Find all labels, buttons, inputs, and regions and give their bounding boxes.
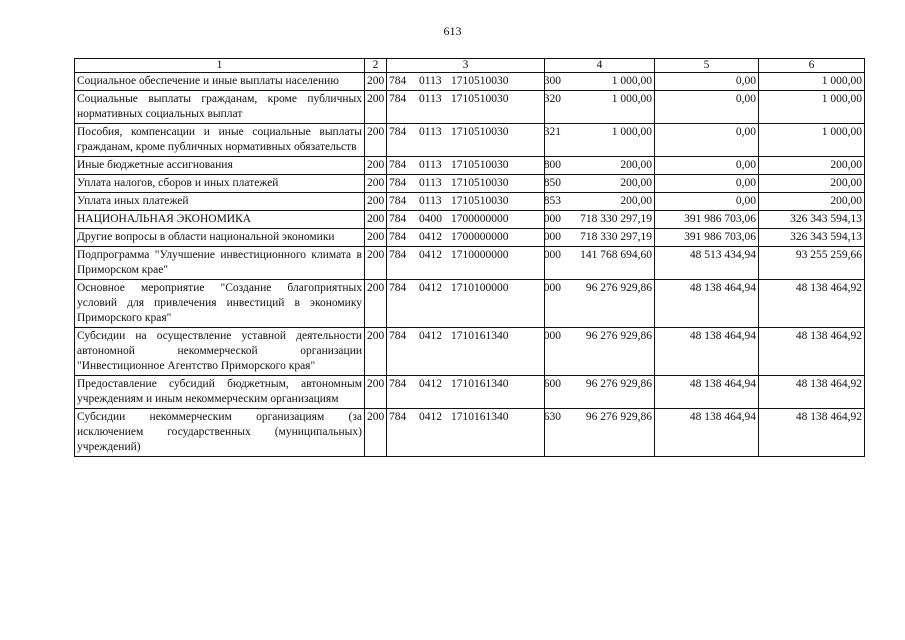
row-col6: 1 000,00 xyxy=(759,91,865,124)
table-body xyxy=(75,73,865,457)
row-code xyxy=(387,211,561,229)
code-target-article: 1710510030 xyxy=(451,177,509,189)
row-col6: 48 138 464,92 xyxy=(759,328,865,376)
table-row xyxy=(75,73,865,91)
row-col5: 0,00 xyxy=(655,91,759,124)
code-section: 0113 xyxy=(419,195,442,207)
row-col6: 48 138 464,92 xyxy=(759,280,865,328)
row-col5: 0,00 xyxy=(655,175,759,193)
code-target-article: 1710510030 xyxy=(451,126,509,138)
row-col4: 1 000,00 xyxy=(545,91,655,124)
code-expense-type: 000 xyxy=(543,213,561,225)
row-name: Подпрограмма "Улучшение инвестиционного климата в Приморском крае" xyxy=(75,247,365,280)
header-cell: 4 xyxy=(545,59,655,73)
table-row xyxy=(75,124,865,157)
table-row xyxy=(75,157,865,175)
code-section: 0412 xyxy=(419,411,442,423)
code-expense-type: 850 xyxy=(543,177,561,189)
code-admin: 784 xyxy=(389,75,407,87)
row-col5: 48 138 464,94 xyxy=(655,376,759,409)
code-expense-type: 320 xyxy=(543,93,561,105)
table-row xyxy=(75,280,865,328)
row-name: Иные бюджетные ассигнования xyxy=(75,157,365,175)
row-code xyxy=(387,280,561,328)
row-name: Пособия, компенсации и иные социальные выплаты гражданам, кроме публичных нормативных обязательств xyxy=(75,124,365,157)
row-col6: 200,00 xyxy=(759,175,865,193)
code-expense-type: 300 xyxy=(543,75,561,87)
table-row xyxy=(75,328,865,376)
code-expense-type: 321 xyxy=(543,126,561,138)
code-target-article: 1700000000 xyxy=(451,213,509,225)
row-name: Предоставление субсидий бюджетным, автономным учреждениям и иным некоммерческим организациям xyxy=(75,376,365,409)
code-admin: 784 xyxy=(389,195,407,207)
row-col5: 48 138 464,94 xyxy=(655,280,759,328)
row-col4: 200,00 xyxy=(545,157,655,175)
code-admin: 784 xyxy=(389,159,407,171)
row-col5: 0,00 xyxy=(655,124,759,157)
code-target-article: 1710510030 xyxy=(451,75,509,87)
row-grbs: 200 xyxy=(365,376,387,409)
row-code xyxy=(387,376,561,409)
header-cell: 1 xyxy=(75,59,365,73)
code-expense-type: 000 xyxy=(543,249,561,261)
code-admin: 784 xyxy=(389,378,407,390)
header-cell: 5 xyxy=(655,59,759,73)
row-col4: 1 000,00 xyxy=(545,124,655,157)
row-grbs: 200 xyxy=(365,328,387,376)
code-admin: 784 xyxy=(389,177,407,189)
code-admin: 784 xyxy=(389,231,407,243)
table-row xyxy=(75,91,865,124)
row-grbs: 200 xyxy=(365,229,387,247)
code-section: 0113 xyxy=(419,159,442,171)
row-name: Социальные выплаты гражданам, кроме публичных нормативных социальных выплат xyxy=(75,91,365,124)
table-row xyxy=(75,229,865,247)
row-col4: 96 276 929,86 xyxy=(545,328,655,376)
code-admin: 784 xyxy=(389,282,407,294)
code-admin: 784 xyxy=(389,330,407,342)
row-col6: 326 343 594,13 xyxy=(759,211,865,229)
row-code xyxy=(387,247,561,280)
row-col5: 391 986 703,06 xyxy=(655,211,759,229)
row-grbs: 200 xyxy=(365,91,387,124)
code-admin: 784 xyxy=(389,93,407,105)
code-section: 0412 xyxy=(419,378,442,390)
row-name: Уплата иных платежей xyxy=(75,193,365,211)
table-row xyxy=(75,247,865,280)
row-grbs: 200 xyxy=(365,157,387,175)
code-section: 0412 xyxy=(419,249,442,261)
row-col4: 718 330 297,19 xyxy=(545,211,655,229)
code-admin: 784 xyxy=(389,213,407,225)
code-section: 0113 xyxy=(419,126,442,138)
code-expense-type: 000 xyxy=(543,231,561,243)
budget-table xyxy=(74,58,865,457)
code-section: 0400 xyxy=(419,213,442,225)
row-grbs: 200 xyxy=(365,211,387,229)
page-number: 613 xyxy=(443,24,462,38)
row-grbs: 200 xyxy=(365,280,387,328)
row-code xyxy=(387,91,561,124)
row-col5: 0,00 xyxy=(655,157,759,175)
code-expense-type: 000 xyxy=(543,282,561,294)
row-grbs: 200 xyxy=(365,73,387,91)
code-target-article: 1710510030 xyxy=(451,195,509,207)
table-row xyxy=(75,175,865,193)
row-code xyxy=(387,229,561,247)
row-col4: 718 330 297,19 xyxy=(545,229,655,247)
code-target-article: 1710161340 xyxy=(451,330,509,342)
code-admin: 784 xyxy=(389,249,407,261)
code-target-article: 1710510030 xyxy=(451,93,509,105)
row-grbs: 200 xyxy=(365,247,387,280)
code-target-article: 1700000000 xyxy=(451,231,509,243)
row-grbs: 200 xyxy=(365,175,387,193)
code-target-article: 1710000000 xyxy=(451,249,509,261)
row-col4: 96 276 929,86 xyxy=(545,409,655,457)
row-col5: 48 138 464,94 xyxy=(655,328,759,376)
row-grbs: 200 xyxy=(365,193,387,211)
row-col6: 200,00 xyxy=(759,193,865,211)
table-row xyxy=(75,211,865,229)
code-section: 0113 xyxy=(419,177,442,189)
code-admin: 784 xyxy=(389,411,407,423)
row-code xyxy=(387,328,561,376)
row-col6: 1 000,00 xyxy=(759,73,865,91)
row-col6: 93 255 259,66 xyxy=(759,247,865,280)
row-col5: 48 138 464,94 xyxy=(655,409,759,457)
row-col5: 48 513 434,94 xyxy=(655,247,759,280)
table-row xyxy=(75,409,865,457)
row-col6: 200,00 xyxy=(759,157,865,175)
code-section: 0412 xyxy=(419,231,442,243)
code-section: 0113 xyxy=(419,93,442,105)
row-name: Уплата налогов, сборов и иных платежей xyxy=(75,175,365,193)
row-name: Субсидии на осуществление уставной деятельности автономной некоммерческой организации "Инвестиционное Агентство Приморского края" xyxy=(75,328,365,376)
code-target-article: 1710161340 xyxy=(451,411,509,423)
row-col4: 1 000,00 xyxy=(545,73,655,91)
row-name: Основное мероприятие "Создание благоприятных условий для привлечения инвестиций в экономику Приморского края" xyxy=(75,280,365,328)
row-code xyxy=(387,124,561,157)
header-cell: 2 xyxy=(365,59,387,73)
row-code xyxy=(387,193,561,211)
code-expense-type: 630 xyxy=(543,411,561,423)
row-name: Социальное обеспечение и иные выплаты населению xyxy=(75,73,365,91)
row-col6: 48 138 464,92 xyxy=(759,376,865,409)
row-col4: 96 276 929,86 xyxy=(545,280,655,328)
table-row xyxy=(75,376,865,409)
code-expense-type: 853 xyxy=(543,195,561,207)
table-header-row xyxy=(75,59,865,73)
code-expense-type: 800 xyxy=(543,159,561,171)
row-grbs: 200 xyxy=(365,409,387,457)
code-target-article: 1710161340 xyxy=(451,378,509,390)
row-col4: 200,00 xyxy=(545,193,655,211)
row-col6: 326 343 594,13 xyxy=(759,229,865,247)
row-col5: 391 986 703,06 xyxy=(655,229,759,247)
row-col4: 96 276 929,86 xyxy=(545,376,655,409)
row-code xyxy=(387,409,561,457)
row-name: НАЦИОНАЛЬНАЯ ЭКОНОМИКА xyxy=(75,211,365,229)
row-col5: 0,00 xyxy=(655,73,759,91)
code-expense-type: 600 xyxy=(543,378,561,390)
row-col4: 141 768 694,60 xyxy=(545,247,655,280)
header-cell: 6 xyxy=(759,59,865,73)
row-grbs: 200 xyxy=(365,124,387,157)
row-col4: 200,00 xyxy=(545,175,655,193)
code-admin: 784 xyxy=(389,126,407,138)
code-expense-type: 000 xyxy=(543,330,561,342)
header-cell: 3 xyxy=(387,59,545,73)
row-code xyxy=(387,73,561,91)
table-row xyxy=(75,193,865,211)
code-section: 0113 xyxy=(419,75,442,87)
row-col5: 0,00 xyxy=(655,193,759,211)
row-name: Другие вопросы в области национальной экономики xyxy=(75,229,365,247)
row-col6: 48 138 464,92 xyxy=(759,409,865,457)
row-code xyxy=(387,175,561,193)
code-target-article: 1710100000 xyxy=(451,282,509,294)
code-section: 0412 xyxy=(419,282,442,294)
code-target-article: 1710510030 xyxy=(451,159,509,171)
code-section: 0412 xyxy=(419,330,442,342)
row-col6: 1 000,00 xyxy=(759,124,865,157)
row-code xyxy=(387,157,561,175)
row-name: Субсидии некоммерческим организациям (за исключением государственных (муниципальных) учреждений) xyxy=(75,409,365,457)
